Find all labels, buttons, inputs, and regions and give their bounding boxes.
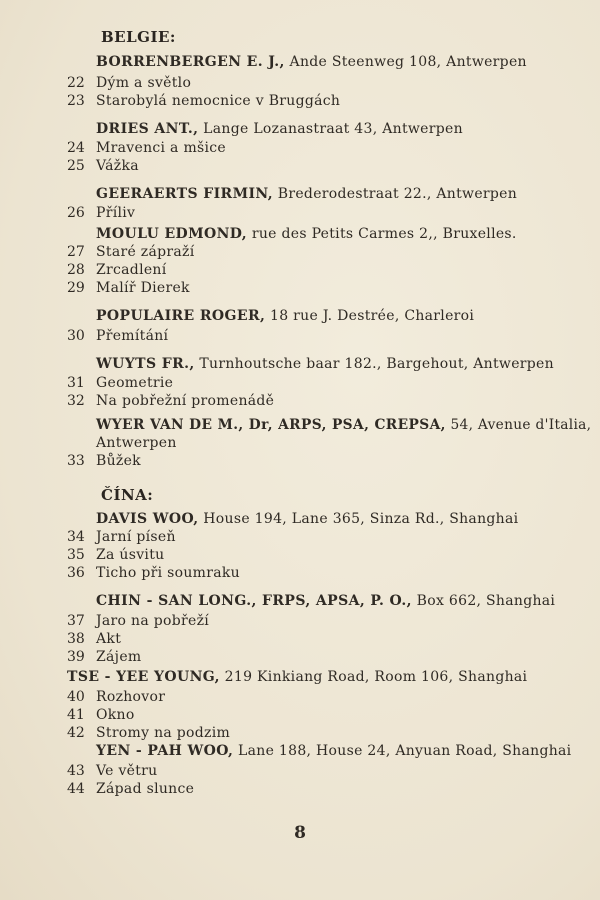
entry-number: 44: [67, 781, 85, 797]
entry-number: 39: [67, 649, 85, 665]
entry-number: 22: [67, 75, 85, 91]
author-name: DRIES ANT.,: [96, 121, 199, 137]
author-address: Lane 188, House 24, Anyuan Road, Shanghai: [233, 743, 572, 759]
author-line: [96, 511, 518, 527]
author-line: [96, 593, 555, 609]
author-address-continued: Antwerpen: [96, 435, 177, 451]
entry-number: 37: [67, 613, 85, 629]
entry-number: 27: [67, 244, 85, 260]
entry-title: Zrcadlení: [96, 262, 167, 278]
author-name: TSE - YEE YOUNG,: [67, 669, 220, 685]
author-line: [96, 356, 554, 372]
entry-number: 40: [67, 689, 85, 705]
entry-number: 29: [67, 280, 85, 296]
entry-title: Okno: [96, 707, 135, 723]
author-address: 219 Kinkiang Road, Room 106, Shanghai: [219, 669, 528, 685]
author-name: MOULU EDMOND,: [96, 226, 248, 242]
entry-number: 25: [67, 158, 85, 174]
author-address: Ande Steenweg 108, Antwerpen: [284, 54, 527, 70]
author-name: WUYTS FR.,: [96, 356, 195, 372]
section-heading-cina: ČÍNA:: [101, 486, 154, 504]
author-line: [67, 669, 527, 685]
author-name: DAVIS WOO,: [96, 511, 199, 527]
entry-number: 23: [67, 93, 85, 109]
entry-title: Rozhovor: [96, 689, 166, 705]
entry-number: 24: [67, 140, 85, 156]
entry-title: Malíř Dierek: [96, 280, 190, 296]
entry-number: 38: [67, 631, 85, 647]
entry-number: 32: [67, 393, 85, 409]
author-line: [96, 743, 571, 759]
entry-title: Ticho při soumraku: [96, 565, 240, 581]
entry-title: Dým a světlo: [96, 75, 192, 91]
entry-title: Na pobřežní promenádě: [96, 393, 275, 409]
entry-title: Jarní píseň: [96, 529, 176, 545]
author-line: [96, 54, 527, 70]
author-address: Brederodestraat 22., Antwerpen: [273, 186, 518, 202]
entry-title: Zájem: [96, 649, 142, 665]
entry-number: 35: [67, 547, 85, 563]
author-address: rue des Petits Carmes 2,, Bruxelles.: [247, 226, 517, 242]
entry-title: Akt: [96, 631, 122, 647]
author-line: [96, 121, 463, 137]
entry-title: Staré zápraží: [96, 244, 195, 260]
author-line: [96, 226, 517, 242]
entry-number: 33: [67, 453, 85, 469]
author-address: Lange Lozanastraat 43, Antwerpen: [198, 121, 463, 137]
entry-title: Geometrie: [96, 375, 174, 391]
entry-title: Příliv: [96, 205, 136, 221]
author-name: POPULAIRE ROGER,: [96, 308, 266, 324]
entry-title: Bůžek: [96, 453, 141, 469]
entry-title: Vážka: [96, 158, 139, 174]
entry-title: Starobylá nemocnice v Bruggách: [96, 93, 341, 109]
entry-number: 36: [67, 565, 85, 581]
entry-number: 42: [67, 725, 85, 741]
section-heading-belgie: BELGIE:: [101, 28, 176, 46]
entry-title: Za úsvitu: [96, 547, 165, 563]
author-address: 18 rue J. Destrée, Charleroi: [265, 308, 475, 324]
author-name: YEN - PAH WOO,: [96, 743, 234, 759]
entry-number: 41: [67, 707, 85, 723]
entry-number: 43: [67, 763, 85, 779]
author-name: GEERAERTS FIRMIN,: [96, 186, 274, 202]
entry-title: Mravenci a mšice: [96, 140, 227, 156]
entry-title: Stromy na podzim: [96, 725, 231, 741]
entry-number: 28: [67, 262, 85, 278]
entry-title: Přemítání: [96, 328, 169, 344]
author-address: 54, Avenue d'Italia,: [445, 417, 592, 433]
page-number: 8: [294, 823, 306, 843]
entry-number: 34: [67, 529, 85, 545]
entry-title: Ve větru: [96, 763, 158, 779]
entry-number: 31: [67, 375, 85, 391]
author-name: CHIN - SAN LONG., FRPS, APSA, P. O.,: [96, 593, 412, 609]
entry-title: Západ slunce: [96, 781, 195, 797]
author-address: Box 662, Shanghai: [411, 593, 556, 609]
entry-number: 30: [67, 328, 85, 344]
author-name: BORRENBERGEN E. J.,: [96, 54, 285, 70]
author-line: [96, 417, 591, 433]
author-name: WYER VAN DE M., Dr, ARPS, PSA, CREPSA,: [96, 417, 446, 433]
author-line: [96, 308, 474, 324]
author-address: Turnhoutsche baar 182., Bargehout, Antwerpen: [194, 356, 554, 372]
author-address: House 194, Lane 365, Sinza Rd., Shanghai: [198, 511, 519, 527]
entry-number: 26: [67, 205, 85, 221]
author-line: [96, 186, 517, 202]
entry-title: Jaro na pobřeží: [96, 613, 210, 629]
